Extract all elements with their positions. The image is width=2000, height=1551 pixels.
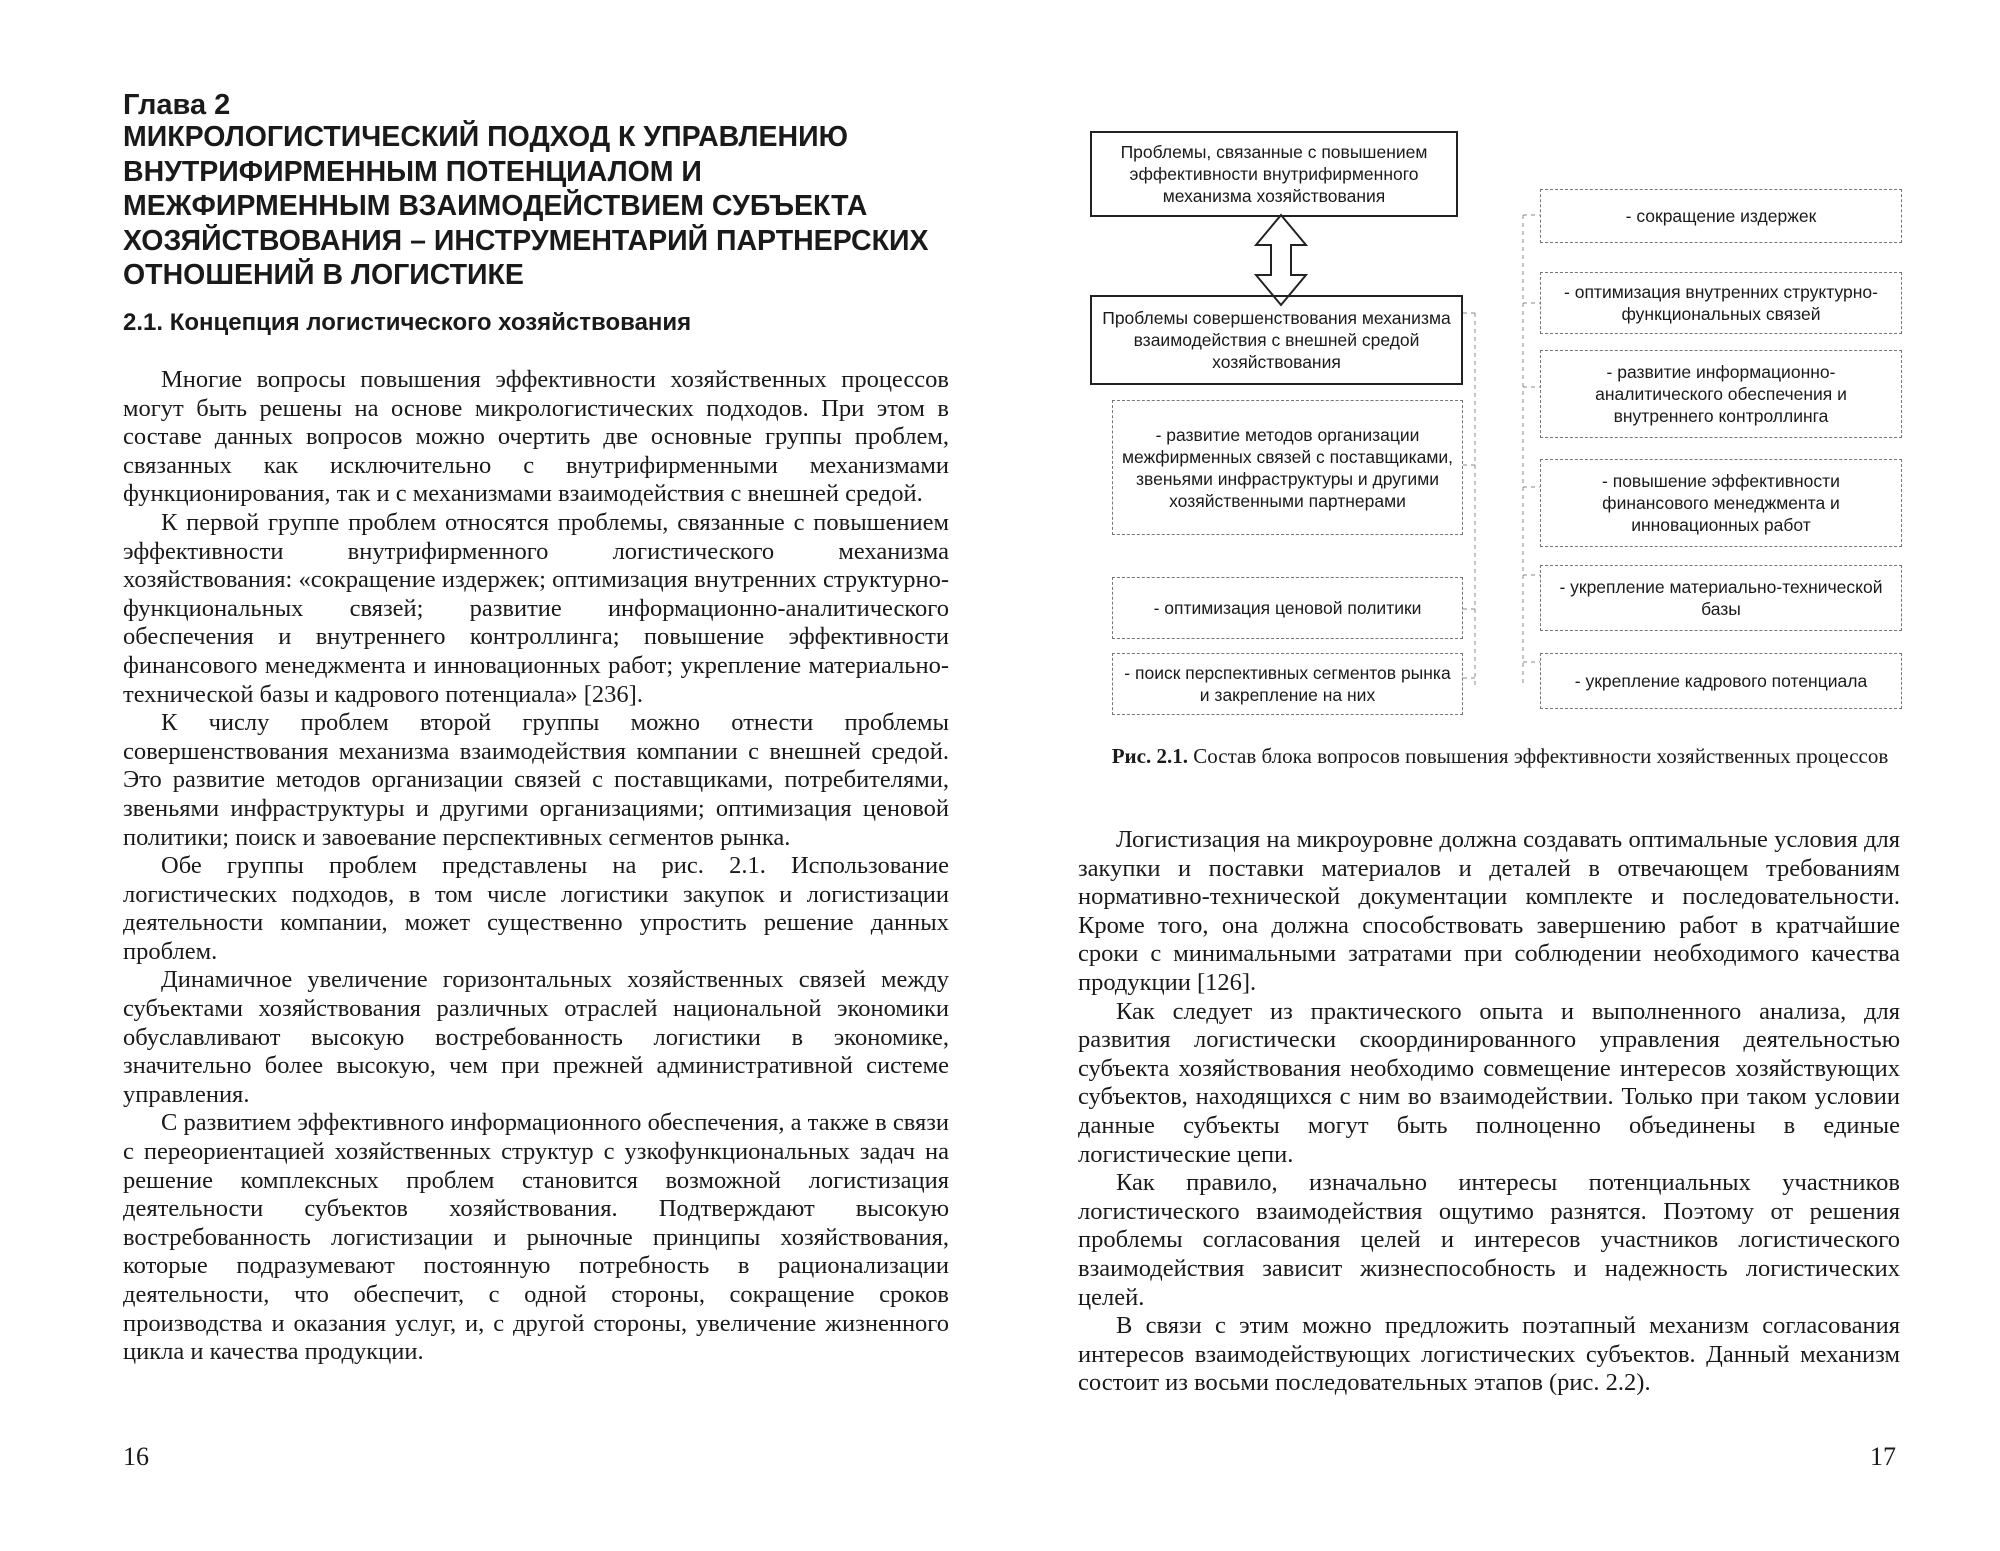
chapter-title: МИКРОЛОГИСТИЧЕСКИЙ ПОДХОД К УПРАВЛЕНИЮ ВНУТРИФИРМЕННЫМ ПОТЕНЦИАЛОМ И МЕЖФИРМЕННЫМ ВЗАИМОДЕЙСТВИЕМ СУБЪЕКТА ХОЗЯЙСТВОВАНИЯ – ИНСТРУМЕНТАРИЙ ПАРТНЕРСКИХ ОТНОШЕНИЙ В ЛОГИСТИКЕ [123,121,929,291]
right-item: - повышение эффективности финансового менеджмента и инновационных работ [1540,459,1902,547]
page-number-right: 17 [1870,1442,1896,1471]
left-item: - развитие методов организации межфирменных связей с поставщиками, звеньями инфраструктуры и другими хозяйственными партнерами [1112,400,1463,535]
left-item: - оптимизация ценовой политики [1112,577,1463,639]
paragraph: Логистизация на микроуровне должна создавать оптимальные условия для закупки и поставки материалов и деталей в отвечающем требованиям нормативно-технической документации комплекте и последовательности. Кроме того, она должна способствовать завершению работ в кратчайшие сроки с минимальными затратами при соблюдении необходимого качества продукции [126]. [1078,826,1900,996]
paragraph: С развитием эффективного информационного обеспечения, а также в связи с переориентацией хозяйственных структур с узкофункциональных задач на решение комплексных проблем становится возможной логистизация деятельности субъектов хозяйствования. Подтверждают высокую востребованность логистизации и рыночные принципы хозяйствования, которые подразумевают постоянную потребность в рационализации деятельности, что обеспечит, с одной стороны, сокращение сроков производства и оказания услуг, и, с другой стороны, увеличение жизненного цикла и качества продукции. [123,1109,949,1366]
right-item: - укрепление кадрового потенциала [1540,653,1902,709]
figure-caption [1100,743,1900,770]
box-external-problems: Проблемы совершенствования механизма взаимодействия с внешней средой хозяйствования [1090,295,1463,385]
right-item: - оптимизация внутренних структурно-функциональных связей [1540,272,1902,334]
page-number-left: 16 [123,1442,149,1471]
right-body-text [1078,826,1900,1398]
left-item: - поиск перспективных сегментов рынка и закрепление на них [1112,653,1463,715]
paragraph: Как следует из практического опыта и выполненного анализа, для развития логистически скоординированного управления деятельностью субъекта хозяйствования необходимо совмещение интересов хозяйствующих субъектов, находящихся с ним во взаимодействии. Только при таком условии данные субъекты могут быть полноценно объединены в единые логистические цепи. [1078,997,1900,1168]
caption-label: Рис. 2.1. [1111,744,1188,768]
chapter-label: Глава 2 [123,89,231,121]
right-item: - укрепление материально-технической базы [1540,565,1902,631]
paragraph: В связи с этим можно предложить поэтапный механизм согласования интересов взаимодействующих логистических субъектов. Данный механизм состоит из восьми последовательных этапов (рис. 2.2). [1078,1312,1900,1397]
right-item: - развитие информационно-аналитического обеспечения и внутреннего контроллинга [1540,350,1902,438]
caption-text: Состав блока вопросов повышения эффективности хозяйственных процессов [1193,744,1889,768]
paragraph: Обе группы проблем представлены на рис. 2.1. Использование логистических подходов, в том числе логистики закупок и логистизации деятельности компании, может существенно упростить решение данных проблем. [123,852,949,965]
right-page [1000,0,2000,1551]
paragraph: К первой группе проблем относятся проблемы, связанные с повышением эффективности внутрифирменного логистического механизма хозяйствования: «сокращение издержек; оптимизация внутренних структурно-функциональных связей; развитие информационно-аналитического обеспечения и внутреннего контроллинга; повышение эффективности финансового менеджмента и инновационных работ; укрепление материально-технической базы и кадрового потенциала» [236]. [123,508,949,708]
box-internal-problems: Проблемы, связанные с повышением эффективности внутрифирменного механизма хозяйствования [1090,131,1458,217]
paragraph: Как правило, изначально интересы потенциальных участников логистического взаимодействия ощутимо разнятся. Поэтому от решения проблемы согласования целей и интересов участников логистического взаимодействия зависит жизнеспособность и надежность логистических целей. [1078,1169,1900,1311]
paragraph: К числу проблем второй группы можно отнести проблемы совершенствования механизма взаимодействия компании с внешней средой. Это развитие методов организации связей с поставщиками, потребителями, звеньями инфраструктуры и другими организациями; оптимизация ценовой политики; поиск и завоевание перспективных сегментов рынка. [123,709,949,851]
paragraph: Динамичное увеличение горизонтальных хозяйственных связей между субъектами хозяйствования различных отраслей национальной экономики обуславливают высокую востребованность логистики в экономике, значительно более высокую, чем при прежней административной системе управления. [123,966,949,1108]
right-item: - сокращение издержек [1540,189,1902,243]
figure-2-1 [1080,125,1920,768]
left-body-text [123,366,949,1367]
double-arrow-icon [1256,215,1306,305]
paragraph: Многие вопросы повышения эффективности хозяйственных процессов могут быть решены на основе микрологистических подходов. При этом в составе данных вопросов можно очертить две основные группы проблем, связанных как исключительно с внутрифирменными механизмами функционирования, так и с механизмами взаимодействия с внешней средой. [123,366,949,508]
section-title: 2.1. Концепция логистического хозяйствования [123,309,692,336]
